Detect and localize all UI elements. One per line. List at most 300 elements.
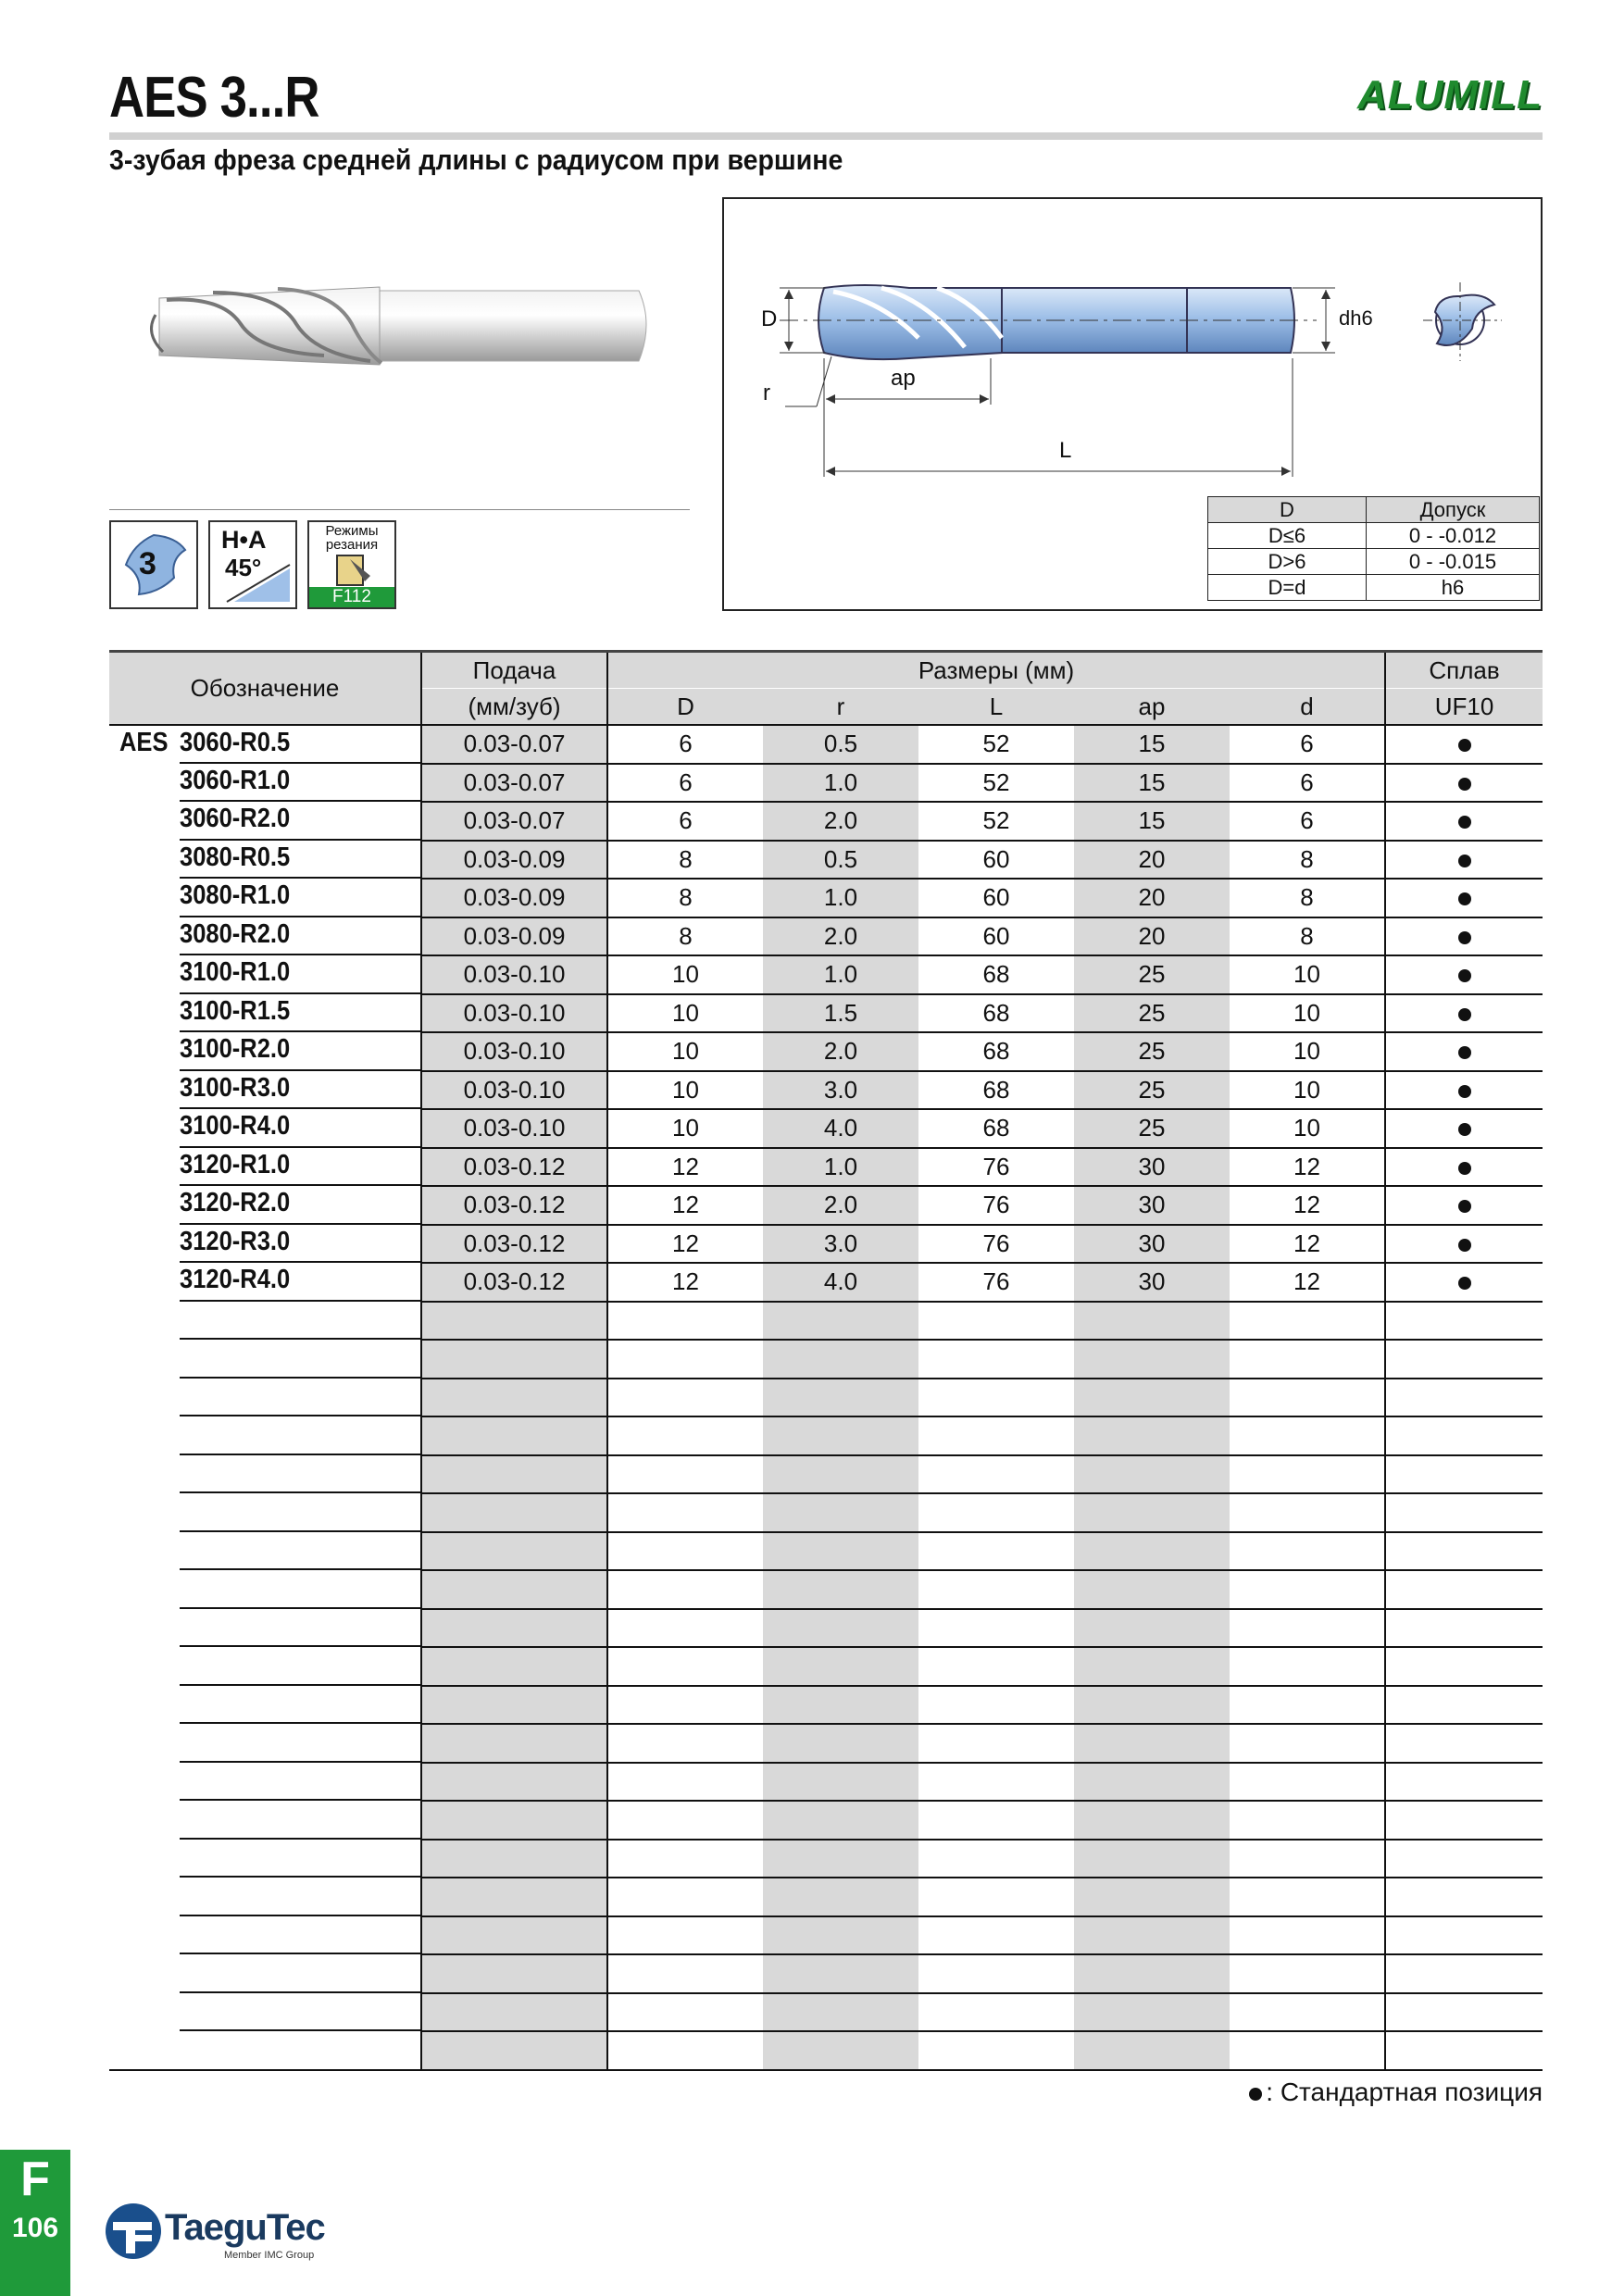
grade-cell [1385,1109,1543,1148]
r-cell: 0.5 [763,725,918,764]
grade-cell [1385,955,1543,994]
taegutec-icon [104,2202,169,2266]
empty-cell [763,1993,918,2032]
d-cell: 10 [1230,1071,1385,1110]
empty-cell [421,1763,607,1802]
empty-row [109,1878,1543,1916]
standard-dot-icon [1458,1200,1471,1213]
empty-cell [763,1532,918,1571]
maker-name: TaeguTec [165,2207,325,2248]
empty-cell [421,1954,607,1993]
ap-cell: 15 [1074,802,1230,841]
standard-dot-icon [1458,1239,1471,1252]
standard-dot-icon [1458,1085,1471,1098]
empty-cell [421,1878,607,1916]
empty-cell [1385,1609,1543,1648]
empty-cell [1230,1954,1385,1993]
empty-row [109,1801,1543,1840]
empty-cell [421,1302,607,1341]
designation-code: 3100-R4.0 [180,1111,291,1141]
empty-cell [1385,1570,1543,1609]
table-row [109,1225,1543,1264]
designation-code: 3080-R2.0 [180,918,291,949]
empty-cell [109,1686,421,1725]
empty-cell [421,1493,607,1532]
r-cell: 1.5 [763,994,918,1033]
empty-cell [109,1840,421,1878]
d-cell: 8 [1230,879,1385,917]
empty-cell [918,1801,1074,1840]
d-cell: 6 [1230,802,1385,841]
helix-angle: 45° [225,554,262,581]
D-cell: 12 [607,1186,763,1225]
empty-cell [918,1647,1074,1686]
empty-cell [1230,1416,1385,1455]
empty-cell [1385,1647,1543,1686]
d-cell: 8 [1230,917,1385,956]
designation-cell [109,917,421,956]
empty-cell [607,1302,763,1341]
empty-cell [918,2031,1074,2070]
designation-prefix: AES [119,728,169,757]
empty-cell [1385,1455,1543,1494]
brand-logo: ALUMILL [1356,72,1543,118]
legend [1249,2078,1543,2107]
ap-cell: 25 [1074,1109,1230,1148]
empty-cell [1074,1379,1230,1417]
designation-cell [109,879,421,917]
designation-cell [109,1071,421,1110]
empty-cell [1385,1993,1543,2032]
empty-cell [607,1532,763,1571]
D-cell: 8 [607,879,763,917]
empty-cell [1230,1570,1385,1609]
designation-cell [109,1109,421,1148]
standard-dot-icon [1458,1162,1471,1175]
designation-code: 3100-R1.5 [180,995,291,1026]
tolerance-table [1207,496,1540,601]
empty-cell [1230,1379,1385,1417]
empty-cell [1385,1954,1543,1993]
empty-cell [763,1493,918,1532]
r-cell: 1.0 [763,1148,918,1187]
conditions-label-1: Режимы [325,523,379,539]
table-row [109,994,1543,1033]
empty-row [109,1532,1543,1571]
L-cell: 68 [918,1109,1074,1148]
empty-cell [1074,1686,1230,1725]
empty-cell [1074,2031,1230,2070]
empty-cell [1230,1878,1385,1916]
L-cell: 68 [918,955,1074,994]
feed-cell: 0.03-0.07 [421,725,607,764]
header-D: D [607,689,763,726]
L-cell: 76 [918,1186,1074,1225]
designation-cell [109,1225,421,1264]
header-designation: Обозначение [109,652,421,726]
d-cell: 10 [1230,955,1385,994]
empty-cell [1385,1763,1543,1802]
empty-row [109,1763,1543,1802]
empty-cell [1230,1763,1385,1802]
grade-cell [1385,1186,1543,1225]
d-cell: 12 [1230,1225,1385,1264]
standard-dot-icon [1458,778,1471,791]
empty-cell [1230,1302,1385,1341]
table-row [109,1186,1543,1225]
designation-cell [109,1263,421,1302]
empty-cell [1074,1302,1230,1341]
empty-cell [109,1609,421,1648]
standard-dot-icon [1458,816,1471,829]
empty-cell [763,1302,918,1341]
empty-cell [763,1763,918,1802]
empty-cell [421,1686,607,1725]
empty-row [109,1570,1543,1609]
empty-cell [1230,1340,1385,1379]
header-d: d [1230,689,1385,726]
tol-cell: D=d [1208,575,1367,601]
header-grade-name: UF10 [1385,689,1543,726]
grade-cell [1385,994,1543,1033]
header-feed-unit: (мм/зуб) [421,689,607,726]
d-cell: 8 [1230,841,1385,880]
empty-row [109,1416,1543,1455]
r-cell: 1.0 [763,764,918,803]
empty-cell [421,1801,607,1840]
empty-cell [763,1340,918,1379]
feed-cell: 0.03-0.10 [421,1109,607,1148]
d-cell: 6 [1230,764,1385,803]
L-cell: 52 [918,725,1074,764]
empty-cell [1385,1302,1543,1341]
empty-cell [1230,1647,1385,1686]
standard-dot-icon [1458,892,1471,905]
empty-cell [109,1493,421,1532]
empty-cell [421,1340,607,1379]
ap-cell: 30 [1074,1225,1230,1264]
empty-cell [109,1647,421,1686]
empty-cell [607,1455,763,1494]
D-cell: 12 [607,1263,763,1302]
d-cell: 12 [1230,1186,1385,1225]
empty-cell [763,1878,918,1916]
empty-cell [1385,1878,1543,1916]
r-cell: 4.0 [763,1263,918,1302]
empty-cell [763,2031,918,2070]
empty-cell [607,1379,763,1417]
empty-cell [1385,1801,1543,1840]
D-cell: 10 [607,994,763,1033]
header-dimensions: Размеры (мм) [607,652,1385,689]
empty-cell [763,1416,918,1455]
empty-row [109,1916,1543,1955]
product-table [109,650,1543,2071]
legend-text: : Стандартная позиция [1266,2078,1543,2106]
table-row [109,1032,1543,1071]
empty-cell [1230,1916,1385,1955]
empty-cell [421,1840,607,1878]
designation-cell [109,1148,421,1187]
d-cell: 6 [1230,725,1385,764]
conditions-ref: F112 [309,587,394,607]
ap-cell: 30 [1074,1148,1230,1187]
tol-row [1208,575,1540,601]
tol-header-tol: Допуск [1367,497,1540,523]
r-cell: 3.0 [763,1225,918,1264]
grade-cell [1385,841,1543,880]
D-cell: 10 [607,955,763,994]
designation-cell [109,764,421,803]
r-cell: 4.0 [763,1109,918,1148]
page-number: 106 [11,2213,59,2243]
feed-cell: 0.03-0.12 [421,1263,607,1302]
empty-cell [763,1609,918,1648]
standard-dot-icon [1458,931,1471,944]
designation-code: 3120-R3.0 [180,1226,291,1256]
designation-code: 3100-R1.0 [180,957,291,987]
grade-cell [1385,802,1543,841]
empty-cell [607,1686,763,1725]
empty-cell [1230,1724,1385,1763]
empty-cell [109,1416,421,1455]
empty-row [109,1840,1543,1878]
r-cell: 2.0 [763,1186,918,1225]
designation-cell [109,1032,421,1071]
empty-cell [1385,1416,1543,1455]
empty-cell [109,1954,421,1993]
designation-code: 3060-R2.0 [180,804,291,833]
empty-cell [1385,1532,1543,1571]
tol-header-d: D [1208,497,1367,523]
designation-cell [109,725,421,764]
ap-cell: 30 [1074,1186,1230,1225]
designation-code: 3060-R0.5 [180,728,291,757]
L-cell: 60 [918,917,1074,956]
empty-cell [918,1916,1074,1955]
tol-cell: h6 [1367,575,1540,601]
tol-cell: 0 - -0.012 [1367,523,1540,549]
flute-count-icon [109,520,198,609]
empty-cell [109,1340,421,1379]
label-ap: ap [891,366,916,391]
helix-label: H•A [221,526,267,554]
table-row [109,725,1543,764]
empty-cell [607,1916,763,1955]
empty-cell [918,1493,1074,1532]
empty-cell [1385,1493,1543,1532]
D-cell: 12 [607,1225,763,1264]
D-cell: 8 [607,841,763,880]
table-row [109,917,1543,956]
feed-cell: 0.03-0.10 [421,994,607,1033]
standard-dot-icon [1458,1277,1471,1290]
d-cell: 10 [1230,1032,1385,1071]
empty-cell [607,1340,763,1379]
empty-cell [918,1763,1074,1802]
empty-cell [421,1609,607,1648]
r-cell: 2.0 [763,802,918,841]
tol-row [1208,523,1540,549]
ap-cell: 25 [1074,994,1230,1033]
empty-cell [1230,1801,1385,1840]
r-cell: 1.0 [763,879,918,917]
empty-cell [109,2031,421,2070]
r-cell: 3.0 [763,1071,918,1110]
empty-cell [1074,1763,1230,1802]
empty-cell [1074,1455,1230,1494]
empty-cell [1074,1340,1230,1379]
empty-cell [1230,1455,1385,1494]
empty-cell [421,1724,607,1763]
tol-cell: 0 - -0.015 [1367,549,1540,575]
empty-cell [1385,2031,1543,2070]
empty-cell [918,1878,1074,1916]
header-r: r [763,689,918,726]
empty-row [109,1302,1543,1341]
feed-cell: 0.03-0.07 [421,764,607,803]
header-feed: Подача [421,652,607,689]
icons-rule [109,509,690,510]
empty-row [109,1724,1543,1763]
empty-row [109,1340,1543,1379]
empty-cell [763,1801,918,1840]
empty-cell [421,1570,607,1609]
table-row [109,879,1543,917]
empty-cell [421,1379,607,1417]
table-body [109,725,1543,2070]
header-L: L [918,689,1074,726]
ap-cell: 25 [1074,1071,1230,1110]
empty-cell [918,1954,1074,1993]
empty-cell [918,1416,1074,1455]
empty-cell [607,1763,763,1802]
designation-code: 3120-R4.0 [180,1265,291,1294]
empty-cell [607,1609,763,1648]
empty-cell [1074,1493,1230,1532]
empty-cell [421,1416,607,1455]
ap-cell: 25 [1074,1032,1230,1071]
empty-cell [918,1340,1074,1379]
empty-cell [1074,1801,1230,1840]
empty-cell [1074,1647,1230,1686]
L-cell: 68 [918,1071,1074,1110]
tol-cell: D>6 [1208,549,1367,575]
designation-code: 3080-R1.0 [180,880,291,910]
section-letter: F [20,2152,50,2206]
ap-cell: 30 [1074,1263,1230,1302]
designation-code: 3120-R1.0 [180,1149,291,1179]
L-cell: 60 [918,879,1074,917]
empty-cell [109,1532,421,1571]
d-cell: 12 [1230,1263,1385,1302]
empty-cell [1230,1993,1385,2032]
ap-cell: 20 [1074,879,1230,917]
table-row [109,1071,1543,1110]
empty-cell [918,1532,1074,1571]
empty-cell [607,1570,763,1609]
tool-photo [139,259,657,398]
empty-row [109,1954,1543,1993]
empty-cell [607,2031,763,2070]
empty-cell [1074,1609,1230,1648]
r-cell: 2.0 [763,917,918,956]
helix-angle-icon [208,520,297,609]
grade-cell [1385,879,1543,917]
empty-cell [918,1379,1074,1417]
empty-cell [763,1916,918,1955]
designation-code: 3080-R0.5 [180,842,291,872]
empty-cell [1074,1724,1230,1763]
empty-cell [109,1878,421,1916]
empty-cell [1230,1493,1385,1532]
D-cell: 6 [607,764,763,803]
header-grade: Сплав [1385,652,1543,689]
ap-cell: 25 [1074,955,1230,994]
label-dh6: dh6 [1339,306,1373,330]
label-D: D [761,306,778,331]
empty-row [109,1647,1543,1686]
table-row [109,841,1543,880]
empty-cell [918,1302,1074,1341]
empty-cell [763,1724,918,1763]
empty-cell [1385,1840,1543,1878]
table-row [109,1263,1543,1302]
table-row [109,1148,1543,1187]
empty-cell [1074,1954,1230,1993]
empty-cell [109,1801,421,1840]
empty-cell [763,1379,918,1417]
empty-cell [421,1647,607,1686]
L-cell: 52 [918,802,1074,841]
empty-cell [109,1455,421,1494]
D-cell: 6 [607,725,763,764]
empty-cell [607,1647,763,1686]
standard-dot-icon [1249,2088,1262,2101]
empty-cell [607,1840,763,1878]
empty-cell [109,1763,421,1802]
L-cell: 76 [918,1225,1074,1264]
grade-cell [1385,917,1543,956]
empty-cell [1074,1993,1230,2032]
empty-cell [607,1724,763,1763]
D-cell: 8 [607,917,763,956]
empty-cell [1074,1532,1230,1571]
empty-cell [763,1954,918,1993]
empty-cell [607,1801,763,1840]
standard-dot-icon [1458,969,1471,982]
empty-cell [918,1609,1074,1648]
designation-cell [109,1186,421,1225]
flute-count: 3 [139,546,156,581]
d-cell: 10 [1230,1109,1385,1148]
tol-cell: D≤6 [1208,523,1367,549]
standard-dot-icon [1458,739,1471,752]
empty-cell [1385,1916,1543,1955]
empty-cell [1230,1609,1385,1648]
L-cell: 68 [918,994,1074,1033]
empty-cell [421,1532,607,1571]
ap-cell: 20 [1074,917,1230,956]
table-row [109,802,1543,841]
label-L: L [1059,438,1072,463]
r-cell: 0.5 [763,841,918,880]
page-subtitle: 3-зубая фреза средней длины с радиусом при вершине [109,144,843,176]
d-cell: 12 [1230,1148,1385,1187]
designation-cell [109,841,421,880]
L-cell: 68 [918,1032,1074,1071]
empty-cell [421,1916,607,1955]
